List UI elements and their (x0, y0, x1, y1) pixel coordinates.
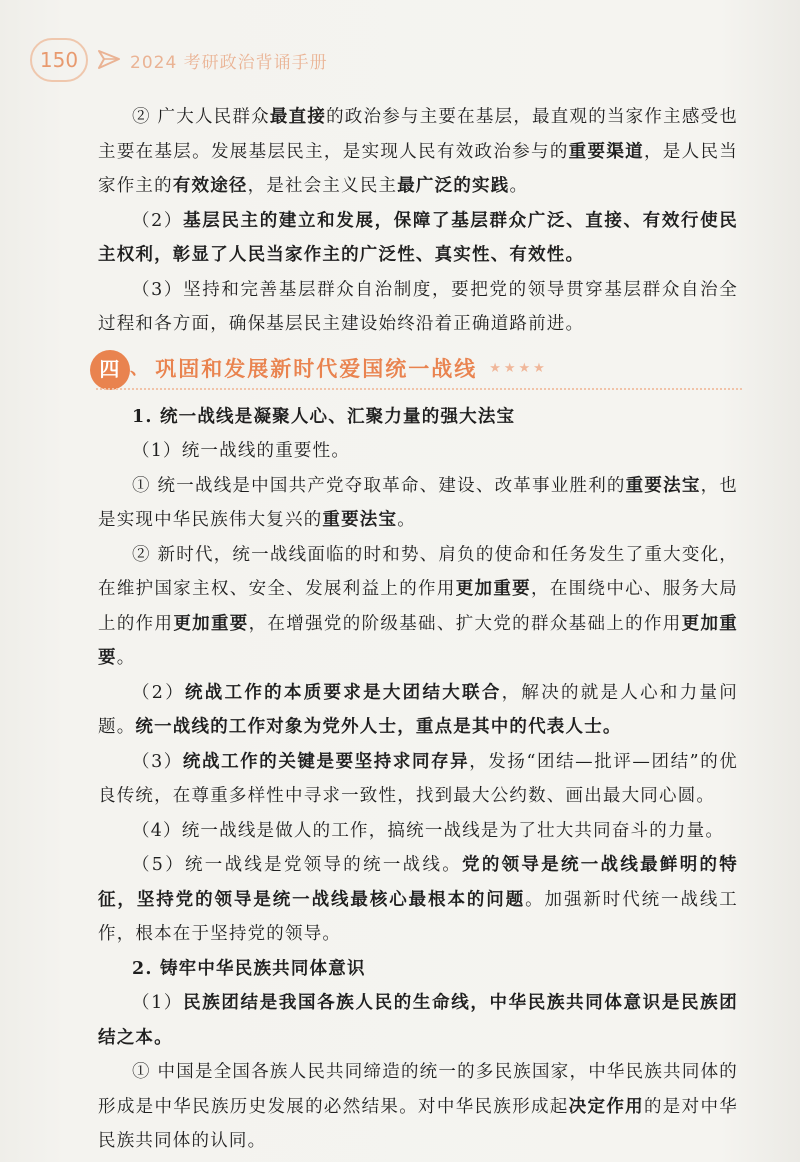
bold-text-run: 最广泛的实践 (397, 176, 510, 196)
bold-text-run: 更加重要 (455, 579, 532, 599)
bold-text-run: 民族团结是我国各族人民的生命线，中华民族共同体意识是民族团结之本。 (98, 993, 738, 1048)
bold-text-run: 党的领导是统一战线最鲜明的特征，坚持党的领导是统一战线最核心最根本的问题 (98, 855, 738, 910)
page-header (30, 38, 328, 82)
paragraph (98, 986, 738, 1055)
bold-text-run: 2. 铸牢中华民族共同体意识 (132, 958, 366, 979)
paragraph (98, 204, 738, 273)
bold-text-run: 基层民主的建立和发展，保障了基层群众广泛、直接、有效行使民主权利，彰显了人民当家作主的广泛性、真实性、有效性。 (98, 210, 738, 265)
bold-text-run: 决定作用 (568, 1096, 644, 1117)
text-run: 的政治参与主要在基层，最直观的当家作主感受也主要在基层。发展基层民主，是实现人民有效政治参与的 (98, 107, 738, 162)
bold-text-run: 最直接 (269, 107, 327, 127)
book-title: 2024 考研政治背诵手册 (130, 52, 328, 73)
text-run: 。 (116, 648, 136, 668)
bold-text-run: 更加重要 (173, 613, 249, 634)
paragraph (98, 400, 738, 435)
text-run: （1） (132, 993, 184, 1013)
text-run: ，在增强党的阶级基础、扩大党的群众基础上的作用 (248, 613, 682, 634)
text-run: ，发扬“团结—批评—团结”的优良传统，在尊重多样性中寻求一致性，找到最大公约数、画出最大同心圆。 (98, 751, 739, 806)
bold-text-run: 统一战线的工作对象为党外人士，重点是其中的代表人士。 (135, 717, 622, 737)
text-run: （2） (132, 682, 185, 703)
bold-text-run: 重要渠道 (568, 141, 644, 162)
paragraph (98, 745, 738, 814)
section-heading (90, 346, 738, 394)
paragraph (98, 434, 738, 469)
text-run: （4）统一战线是做人的工作，搞统一战线是为了壮大共同奋斗的力量。 (132, 820, 725, 841)
bold-text-run: 有效途径 (172, 176, 248, 196)
text-run: ，是社会主义民主 (247, 176, 398, 196)
page-content (98, 100, 738, 1159)
bold-text-run: 1. 统一战线是凝聚人心、汇聚力量的强大法宝 (132, 406, 516, 427)
bold-text-run: 重要法宝 (322, 510, 398, 530)
text-run: （3） (132, 751, 183, 772)
text-run: 。加强新时代统一战线工作，根本在于坚持党的领导。 (98, 889, 738, 944)
paragraph (98, 814, 738, 849)
section-divider (96, 388, 742, 390)
text-run: ① 统一战线是中国共产党夺取革命、建设、改革事业胜利的 (132, 475, 626, 496)
section-number-badge: 四 (90, 350, 130, 390)
bold-text-run: 更加重要 (98, 613, 738, 668)
section-title: 巩固和发展新时代爱国统一战线 (155, 357, 478, 382)
text-run: （3）坚持和完善基层群众自治制度，要把党的领导贯穿基层群众自治全过程和各方面，确保基层民主建设始终沿着正确道路前进。 (98, 279, 738, 334)
page-number: 150 (30, 38, 88, 82)
paragraph (98, 952, 738, 987)
text-run: 的是对中华民族共同体的认同。 (98, 1096, 738, 1151)
send-icon (96, 47, 122, 73)
bold-text-run: 统战工作的关键是要坚持求同存异 (182, 751, 470, 772)
paragraph (98, 1055, 738, 1159)
paragraph-group-top (98, 100, 738, 342)
text-run: ，是人民当家作主的 (98, 141, 738, 196)
text-run: ② 新时代，统一战线面临的时和势、肩负的使命和任务发生了重大变化，在维护国家主权、安全、发展利益上的作用 (98, 544, 738, 599)
bold-text-run: 重要法宝 (625, 475, 701, 496)
text-run: （2） (132, 210, 184, 231)
text-run: （1）统一战线的重要性。 (132, 441, 351, 461)
text-run: ，解决的就是人心和力量问题。 (98, 682, 738, 737)
paragraph (98, 469, 738, 538)
text-run: ② 广大人民群众 (132, 107, 270, 127)
text-run: ① 中国是全国各族人民共同缔造的统一的多民族国家，中华民族共同体的形成是中华民族历史发展的必然结果。对中华民族形成起 (98, 1062, 738, 1117)
section-comma: 、 (130, 358, 150, 380)
paragraph (98, 273, 738, 342)
text-run: （5）统一战线是党领导的统一战线。 (132, 855, 463, 875)
text-run: ，也是实现中华民族伟大复兴的 (98, 475, 738, 530)
bold-text-run: 统战工作的本质要求是大团结大联合 (185, 682, 502, 703)
star-rating-icon: ★★★★ (489, 361, 548, 377)
paragraph (98, 676, 738, 745)
paragraph-group-bottom (98, 400, 738, 1159)
paragraph (98, 100, 738, 204)
text-run: 。 (509, 176, 529, 196)
text-run: 。 (397, 510, 416, 530)
paragraph (98, 848, 738, 952)
paragraph (98, 538, 738, 676)
text-run: ，在围绕中心、服务大局上的作用 (98, 579, 738, 634)
